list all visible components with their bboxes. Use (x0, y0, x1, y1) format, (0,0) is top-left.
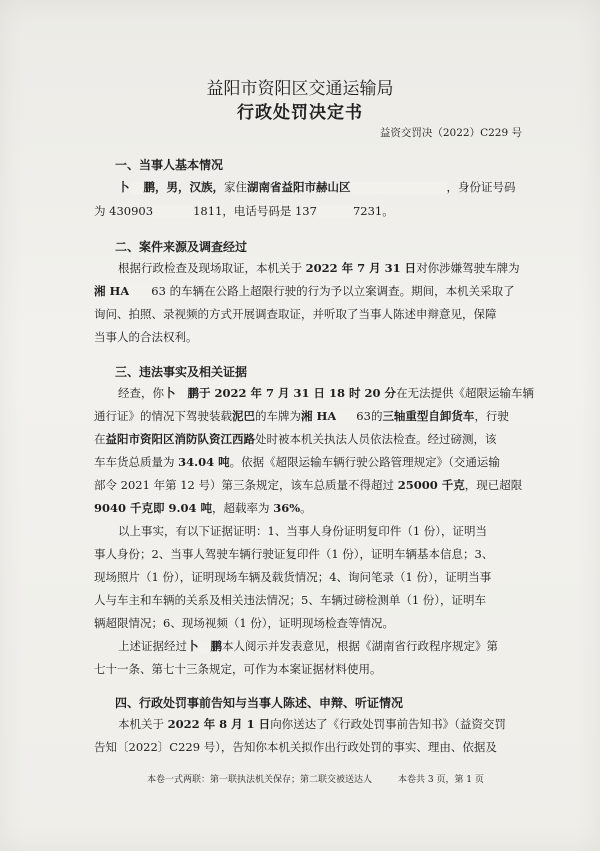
text: ，现已超限 (464, 478, 523, 492)
case-line-4: 当事人的合法权利。 (94, 330, 198, 344)
text: 本机关于 (118, 717, 168, 731)
party-line-2 (94, 206, 394, 218)
case-line-3: 询问、拍照、录视频的方式开展调查取证，并听取了当事人陈述申辩意见，保障 (94, 307, 497, 321)
facts-line-2 (94, 411, 509, 423)
notice-line-2: 告知〔2022〕C229 号），告知你本机关拟作出行政处罚的事实、理由、依据及 (94, 740, 497, 754)
footer-copies-note: 本卷一式两联：第一联执法机关保存；第二联交被送达人 (147, 775, 373, 785)
text: 的车牌为 (255, 409, 301, 423)
inspection-time: 鹏于 2022 年 7 月 31 日 18 时 20 分 (187, 386, 397, 400)
section-heading-case-source: 二、案件来源及调查经过 (115, 240, 248, 254)
agency-name: 益阳市资阳区交通运输局 (206, 79, 394, 99)
evidence-line-2: 事人身份；2、当事人驾驶车辆行驶证复印件（1 份），证明车辆基本信息；3、 (94, 547, 494, 561)
facts-line-5 (94, 480, 522, 492)
phone-end: 7231。 (352, 204, 394, 218)
plate-prefix: 湘 HA (94, 284, 130, 298)
document-title: 行政处罚决定书 (237, 103, 363, 123)
evidence-line-1: 以上事实，有以下证据证明：1、当事人身份证明复印件（1 份），证明当 (118, 524, 488, 538)
mass-limit: 25000 千克 (397, 478, 465, 492)
notice-date: 2022 年 8 月 1 日 (167, 717, 271, 731)
text: 处时被本机关执法人员依法检查。经过磅测，该 (255, 432, 497, 446)
text: 向你送达了《行政处罚事前告知书》（益资交罚 (270, 717, 506, 731)
evidence-line-4: 人与车主和车辆的关系及相关违法情况；5、车辆过磅检测单（1 份），证明车 (94, 593, 487, 607)
party-given-name: 鹏 (210, 639, 222, 653)
case-line-2 (94, 286, 515, 298)
total-mass: 34.04 吨 (178, 455, 230, 469)
plate-prefix: 湘 HA (301, 409, 337, 423)
text: 车车货总质量为 (94, 455, 179, 469)
overload-rate: 36% (273, 501, 301, 515)
text: 本人阅示并发表意见，根据《湖南省行政程序规定》第 (222, 639, 498, 653)
text: ，身份证号码 (446, 180, 516, 194)
facts-line-3 (94, 434, 497, 446)
plate-suffix: 63 (151, 284, 166, 298)
party-address: 湖南省益阳市赫山区 (247, 180, 351, 194)
id-number-end-phone-start: 1811，电话号码是 137 (193, 204, 317, 218)
section-heading-party-info: 一、当事人基本情况 (115, 158, 224, 172)
inspection-location: 益阳市资阳区消防队资江西路 (105, 432, 255, 446)
text: ，行驶 (474, 409, 509, 423)
evidence-line-3: 现场照片（1 份），证明现场车辆及载货情况；4、询问笔录（1 份），证明当事 (94, 570, 492, 584)
section-heading-facts: 三、违法事实及相关证据 (115, 365, 248, 379)
party-profile: 鹏，男，汉族， (143, 180, 224, 194)
text: 通行证》的情况下驾驶装载 (94, 409, 232, 423)
text: 。 (300, 501, 312, 515)
party-surname: 卜 (118, 180, 130, 194)
text: 对你涉嫌驾驶车牌为 (416, 261, 520, 275)
overload-mass: 9040 千克即 9.04 吨 (94, 501, 213, 515)
text: 的 (370, 409, 383, 423)
facts-line-4 (94, 457, 500, 469)
text: 在无法提供《超限运输车辆 (396, 386, 535, 400)
cargo: 泥巴 (232, 409, 255, 423)
section-heading-notification: 四、行政处罚事前告知与当事人陈述、申辩、听证情况 (115, 696, 404, 710)
footer-page-number: 本卷共 3 页，第 1 页 (398, 775, 484, 785)
filing-date: 2022 年 7 月 31 日 (305, 261, 417, 275)
plate-suffix: 63 (356, 409, 371, 423)
party-surname: 卜 (164, 386, 176, 400)
confirm-line-1 (118, 641, 498, 653)
text: 家住 (224, 180, 247, 194)
party-line-1 (118, 182, 516, 194)
text: 在 (94, 432, 106, 446)
facts-line-1 (118, 388, 534, 400)
text: 。依据《超限运输车辆行驶公路管理规定》（交通运输 (229, 455, 500, 469)
party-surname: 卜 (187, 639, 199, 653)
id-number-start: 为 430903 (94, 204, 154, 218)
text: ，超载率为 (212, 501, 274, 515)
vehicle-type: 三轴重型自卸货车 (382, 409, 475, 423)
confirm-line-2: 七十一条、第七十三条规定，可作为本案证据材料使用。 (94, 662, 382, 676)
text: 部令 2021 年第 12 号）第三条规定，该车总质量不得超过 (94, 478, 398, 492)
text: 经查，你 (118, 386, 164, 400)
text: 的车辆在公路上超限行驶的行为予以立案调查。期间，本机关采取了 (165, 284, 515, 298)
document-number: 益资交罚决（2022）C229 号 (379, 127, 522, 139)
case-line-1 (118, 263, 520, 275)
notice-line-1 (118, 719, 506, 731)
evidence-line-5: 辆超限情况；6、现场视频（1 份），证明现场检查等情况。 (94, 616, 395, 630)
text: 根据行政检查及现场取证，本机关于 (118, 261, 306, 275)
facts-line-6 (94, 503, 312, 515)
text: 上述证据经过 (118, 639, 187, 653)
